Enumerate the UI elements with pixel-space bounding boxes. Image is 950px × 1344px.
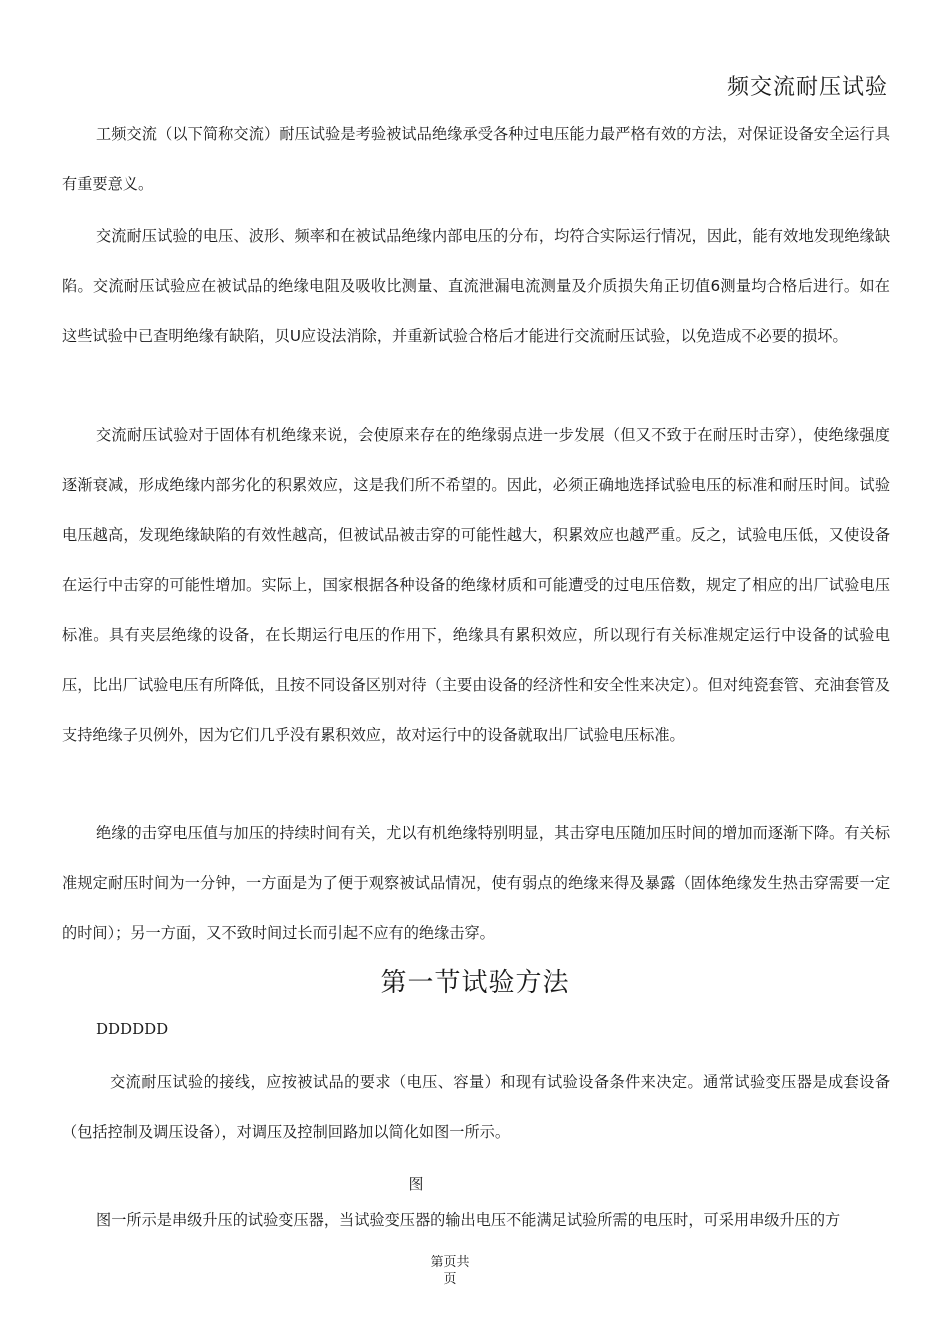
paragraph-cascade-transformer: 图一所示是串级升压的试验变压器，当试验变压器的输出电压不能满足试验所需的电压时，可采用串级升压的方 [96, 1211, 841, 1229]
paragraph-voltage-waveform: 交流耐压试验的电压、波形、频率和在被试品绝缘内部电压的分布，均符合实际运行情况，因此，能有效地发现绝缘缺陷。交流耐压试验应在被试品的绝缘电阻及吸收比测量、直流泄漏电流测量及介质损失角正切值6测量均合格后进行。如在这些试验中已查明绝缘有缺陷，贝U应设法消除，并重新试验合格后才能进行交流耐压试验，以免造成不必要的损坏。 [62, 227, 890, 345]
paragraph-cumulative-effect: 交流耐压试验对于固体有机绝缘来说，会使原来存在的绝缘弱点进一步发展（但又不致于在耐压时击穿），使绝缘强度逐渐衰减，形成绝缘内部劣化的积累效应，这是我们所不希望的。因此，必须正确地选择试验电压的标准和耐压时间。试验电压越高，发现绝缘缺陷的有效性越高，但被试品被击穿的可能性越大，积累效应也越严重。反之，试验电压低，又使设备在运行中击穿的可能性增加。实际上，国家根据各种设备的绝缘材质和可能遭受的过电压倍数，规定了相应的出厂试验电压标准。具有夹层绝缘的设备，在长期运行电压的作用下，绝缘具有累积效应，所以现行有关标准规定运行中设备的试验电压，比出厂试验电压有所降低，且按不同设备区别对待（主要由设备的经济性和安全性来决定）。但对纯瓷套管、充油套管及支持绝缘子贝例外，因为它们几乎没有累积效应，故对运行中的设备就取出厂试验电压标准。 [62, 426, 890, 744]
footer-line-2: 页 [443, 1272, 457, 1287]
paragraph-breakdown-duration: 绝缘的击穿电压值与加压的持续时间有关，尤以有机绝缘特别明显，其击穿电压随加压时间的增加而逐渐下降。有关标准规定耐压时间为一分钟，一方面是为了便于观察被试品情况，使有弱点的绝缘来得及暴露（固体绝缘发生热击穿需要一定的时间）；另一方面，又不致时间过长而引起不应有的绝缘击穿。 [62, 824, 890, 942]
section-heading: 第一节试验方法 [380, 968, 570, 998]
paragraph-wiring: 交流耐压试验的接线，应按被试品的要求（电压、容量）和现有试验设备条件来决定。通常试验变压器是成套设备（包括控制及调压设备），对调压及控制回路加以简化如图一所示。 [62, 1073, 890, 1141]
garbled-text: DDDDDD [96, 1020, 169, 1038]
page-footer [0, 1254, 900, 1288]
document-title: 频交流耐压试验 [726, 75, 888, 100]
footer-line-1: 第页共 [430, 1255, 470, 1270]
figure-label: 图 [408, 1175, 424, 1193]
paragraph-intro: 工频交流（以下简称交流）耐压试验是考验被试品绝缘承受各种过电压能力最严格有效的方法，对保证设备安全运行具有重要意义。 [62, 125, 890, 193]
